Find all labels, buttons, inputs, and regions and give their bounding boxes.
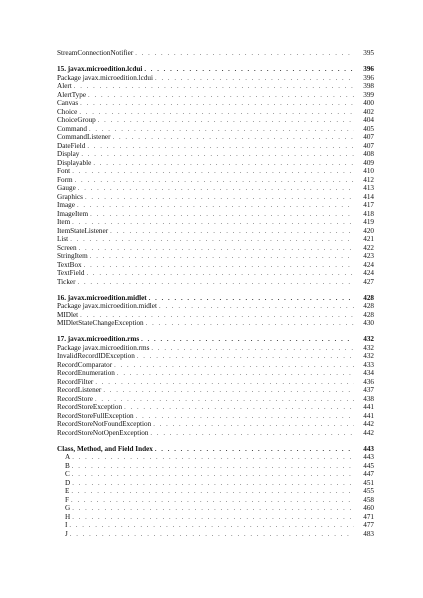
toc-entry-label: Canvas [57, 99, 79, 107]
toc-entry-page-number: 395 [363, 49, 374, 57]
toc-entry-label: RecordStoreFullException [57, 411, 134, 420]
toc-entry-page-number: 428 [363, 293, 374, 302]
toc-entry-label: TextBox [57, 260, 82, 269]
toc-entry-page-number: 424 [363, 269, 374, 277]
toc-entry-label: I [65, 521, 68, 529]
toc-entry-page-number: 428 [363, 310, 374, 319]
toc-entry-label: Class, Method, and Field Index [57, 444, 153, 453]
toc-entry-label: MIDletStateChangeException [57, 319, 144, 327]
toc-entry-label: Item [57, 218, 71, 226]
toc-entry-page-number: 417 [363, 201, 374, 209]
toc-entry-label: RecordEnumeration [57, 369, 115, 377]
toc-entry-label: A [65, 453, 71, 461]
toc-entry-page-number: 398 [363, 82, 374, 90]
toc-entry-page-number: 428 [363, 302, 374, 310]
toc-entry-page-number: 471 [363, 512, 374, 521]
toc-entry-label: G [65, 504, 71, 512]
toc-entry-label: ChoiceGroup [57, 116, 96, 124]
toc-entry-page-number: 413 [363, 184, 374, 192]
toc-entry-label: InvalidRecordIDException [57, 352, 135, 360]
toc-entry-label: AlertType [57, 90, 87, 99]
toc-entry-label: MIDlet [57, 310, 79, 319]
toc-entry[interactable] [57, 530, 374, 539]
toc-entry-label: D [65, 478, 71, 487]
toc-entry-label: RecordStoreNotOpenException [57, 428, 149, 437]
toc-entry-label: Package javax.microedition.rms [57, 343, 150, 352]
toc-entry-label: DateField [57, 141, 86, 150]
toc-entry-label: Graphics [57, 192, 83, 201]
dot-leader [135, 49, 354, 58]
toc-entry-label: 17. javax.microedition.rms [57, 335, 140, 343]
toc-entry-page-number: 418 [363, 209, 374, 218]
toc-entry-label: RecordStore [57, 394, 93, 403]
toc-entry-label: Displayable [57, 158, 92, 167]
toc-entry-page-number: 407 [363, 141, 374, 150]
toc-entry-page-number: 483 [363, 529, 374, 538]
toc-entry-page-number: 447 [363, 470, 374, 478]
toc-entry[interactable] [57, 278, 374, 287]
toc-entry-label: Form [57, 175, 73, 184]
toc-entry-label: Package javax.microedition.lcdui [57, 73, 153, 82]
toc-entry-label: Display [57, 150, 80, 158]
dot-leader [150, 429, 354, 438]
toc-entry-page-number: 404 [363, 116, 374, 124]
toc-entry-page-number: 396 [363, 65, 374, 73]
toc-entry-page-number: 399 [363, 90, 374, 99]
dot-leader [146, 319, 354, 328]
toc-entry-page-number: 432 [363, 343, 374, 352]
toc-entry-label: StringItem [57, 252, 88, 260]
toc-entry-label: E [65, 487, 70, 495]
toc-entry-page-number: 427 [363, 277, 374, 286]
toc-entry-label: CommandListener [57, 133, 111, 141]
toc-entry-label: StreamConnectionNotifier [57, 49, 134, 57]
toc-entry-label: Choice [57, 107, 78, 116]
toc-entry-label: Command [57, 124, 87, 133]
toc-entry-page-number: 437 [363, 386, 374, 394]
toc-entry-page-number: 408 [363, 150, 374, 158]
toc-entry-label: J [65, 529, 68, 538]
toc-entry-page-number: 412 [363, 175, 374, 184]
toc-entry-label: RecordComparator [57, 360, 113, 369]
toc-entry-page-number: 455 [363, 487, 374, 495]
toc-entry-label: TextField [57, 269, 85, 277]
toc-entry-label: Image [57, 201, 75, 209]
toc-entry-label: ImageItem [57, 209, 89, 218]
toc-entry-page-number: 443 [363, 453, 374, 461]
dot-leader [78, 278, 354, 287]
toc-entry-page-number: 438 [363, 394, 374, 403]
toc-entry-page-number: 410 [363, 167, 374, 175]
toc-entry-label: Ticker [57, 277, 76, 286]
toc-entry-label: C [65, 470, 70, 478]
toc-entry-page-number: 396 [363, 73, 374, 82]
dot-leader [70, 530, 354, 539]
toc-entry-label: RecordListener [57, 386, 102, 394]
toc-entry-page-number: 421 [363, 235, 374, 243]
toc-entry-label: Alert [57, 82, 72, 90]
toc-entry-page-number: 419 [363, 218, 374, 226]
toc-entry[interactable] [57, 49, 374, 58]
toc-entry-label: F [65, 495, 69, 504]
toc-entry-label: Package javax.microedition.midlet [57, 302, 157, 310]
toc-entry-label: RecordStoreNotFoundException [57, 420, 152, 428]
toc-entry-label: ItemStateListener [57, 226, 109, 235]
toc-entry-page-number: 423 [363, 252, 374, 260]
toc-entry-page-number: 442 [363, 428, 374, 437]
toc-entry-page-number: 409 [363, 158, 374, 167]
toc-entry-page-number: 441 [363, 411, 374, 420]
toc-entry-label: Screen [57, 243, 77, 252]
toc-entry-page-number: 433 [363, 360, 374, 369]
toc-entry[interactable] [57, 319, 374, 328]
toc-entry-page-number: 402 [363, 107, 374, 116]
toc-entry-page-number: 442 [363, 420, 374, 428]
toc-entry-page-number: 422 [363, 243, 374, 252]
toc-entry-page-number: 400 [363, 99, 374, 107]
toc-entry-label: 16. javax.microedition.midlet [57, 293, 147, 302]
toc-entry-page-number: 441 [363, 403, 374, 411]
toc-entry[interactable] [57, 429, 374, 438]
toc-entry-page-number: 477 [363, 521, 374, 529]
toc-entry-page-number: 420 [363, 226, 374, 235]
toc-entry-label: RecordFilter [57, 377, 94, 386]
toc-entry-page-number: 424 [363, 260, 374, 269]
toc-entry-label: 15. javax.microedition.lcdui [57, 65, 143, 73]
toc-entry-label: Font [57, 167, 71, 175]
toc-entry-page-number: 460 [363, 504, 374, 512]
toc-entry-page-number: 432 [363, 352, 374, 360]
toc-entry-page-number: 443 [363, 444, 374, 453]
toc-entry-page-number: 407 [363, 133, 374, 141]
toc-entry-page-number: 432 [363, 335, 374, 343]
toc-entry-page-number: 414 [363, 192, 374, 201]
toc-entry-page-number: 405 [363, 124, 374, 133]
toc-entry-label: B [65, 461, 70, 470]
toc-entry-label: H [65, 512, 71, 521]
toc-entry-label: RecordStoreException [57, 403, 123, 411]
toc-entry-page-number: 434 [363, 369, 374, 377]
toc-entry-label: List [57, 235, 69, 243]
toc-entry-page-number: 451 [363, 478, 374, 487]
toc-entry-label: Gauge [57, 184, 76, 192]
toc-entry-page-number: 430 [363, 319, 374, 327]
toc-entry-page-number: 436 [363, 377, 374, 386]
toc-entry-page-number: 445 [363, 461, 374, 470]
toc-entry-page-number: 458 [363, 495, 374, 504]
